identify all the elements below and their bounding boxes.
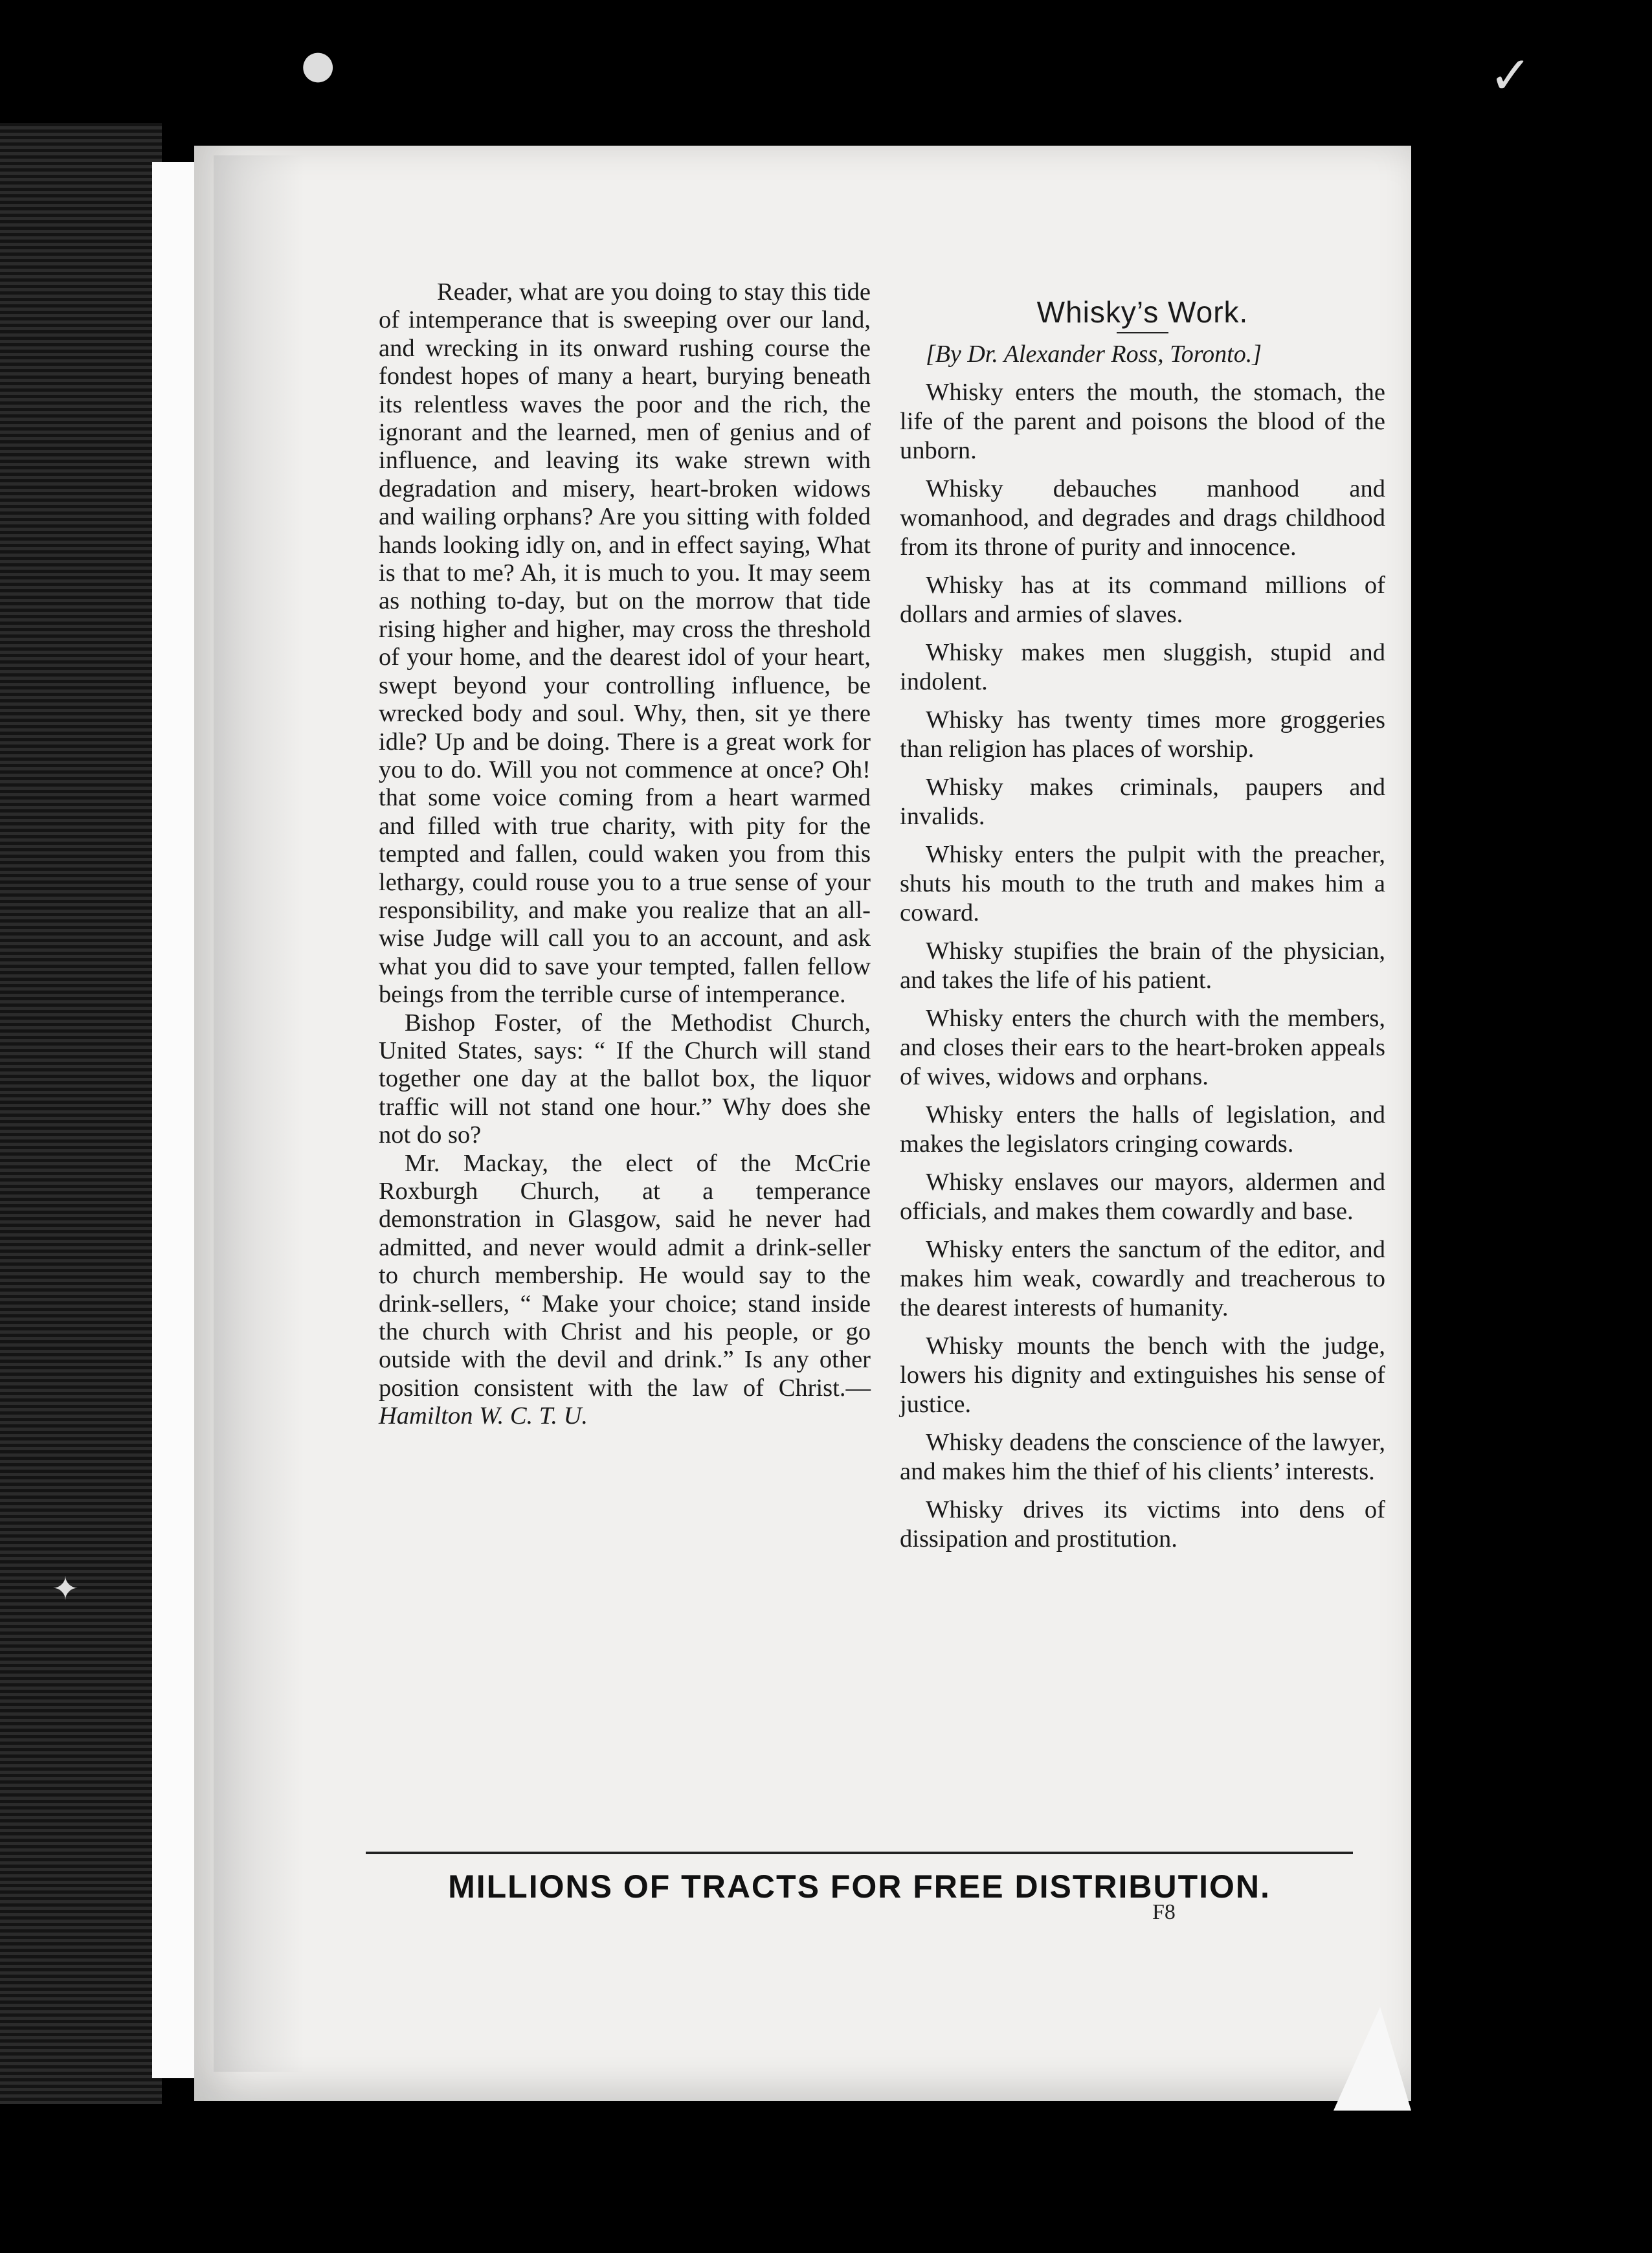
left-column bbox=[379, 278, 871, 1431]
article-heading: Whisky’s Work. bbox=[1036, 295, 1249, 329]
whisky-paragraph: Whisky deadens the conscience of the lawyer, and makes him the thief of his clients’ interests. bbox=[900, 1429, 1385, 1485]
paragraph-reader: Reader, what are you doing to stay this tide of intemperance that is sweeping over our land, and wrecking in its onward rushing course the fondest hopes of many a heart, burying beneath its relentless waves the poor and the rich, the ignorant and the learned, men of genius and of influence, and leaving its wake strewn with degradation and misery, heart-broken widows and wailing orphans? Are you sitting with folded hands looking idly on, and in effect saying, What is that to me? Ah, it is much to you. It may seem as nothing to-day, but on the morrow that tide rising higher and higher, may cross the threshold of your home, and the dearest idol of your heart, swept beyond your controlling influence, be wrecked body and soul. Why, then, sit ye there idle? Up and be doing. There is a great work for you to do. Will you not commence at once? Oh! that some voice coming from a heart warmed and filled with true charity, with pity for the tempted and fallen, could waken you from this lethargy, could rouse you to a true sense of your responsibility, and make you realize that an all-wise Judge will call you to an account, and ask what you did to save your tempted, fallen fellow beings from the terrible curse of intemperance. bbox=[379, 278, 871, 1009]
signature: Hamilton W. C. T. U. bbox=[379, 1402, 588, 1430]
whisky-paragraph: Whisky has at its command millions of dollars and armies of slaves. bbox=[900, 572, 1385, 628]
check-mark: ✓ bbox=[1489, 45, 1533, 106]
whisky-paragraph: Whisky enslaves our mayors, aldermen and officials, and makes them cowardly and base. bbox=[900, 1169, 1385, 1225]
whisky-paragraph: Whisky enters the mouth, the stomach, the life of the parent and poisons the blood of the unborn. bbox=[900, 379, 1385, 464]
right-column bbox=[900, 285, 1385, 1563]
speck-mark: ● bbox=[301, 42, 335, 87]
whisky-paragraph: Whisky drives its victims into dens of dissipation and prostitution. bbox=[900, 1496, 1385, 1552]
whisky-paragraph: Whisky makes men sluggish, stupid and indolent. bbox=[900, 639, 1385, 695]
whisky-paragraph: Whisky enters the halls of legislation, and makes the legislators cringing cowards. bbox=[900, 1101, 1385, 1158]
mackay-text: Mr. Mackay, the elect of the McCrie Roxburgh Church, at a temperance demonstration in Glasgow, said he never had admitted, and never would admit a drink-seller to church membership. He would say to the drink-sellers, “ Make your choice; stand inside the church with Christ and his people, or go outside with the devil and drink.” Is any other position consistent with the law of Christ.— bbox=[379, 1149, 871, 1402]
whisky-paragraph: Whisky mounts the bench with the judge, lowers his dignity and extinguishes his sense of justice. bbox=[900, 1332, 1385, 1418]
book-cover-edge bbox=[0, 123, 162, 2104]
page-fold-shadow bbox=[214, 155, 304, 2072]
byline: [By Dr. Alexander Ross, Toronto.] bbox=[926, 341, 1262, 368]
whisky-paragraph: Whisky enters the pulpit with the preacher, shuts his mouth to the truth and makes him a coward. bbox=[900, 841, 1385, 926]
whisky-paragraph: Whisky stupifies the brain of the physician, and takes the life of his patient. bbox=[900, 937, 1385, 994]
whisky-paragraph: Whisky debauches manhood and womanhood, and degrades and drags childhood from its throne of purity and innocence. bbox=[900, 475, 1385, 561]
speck-mark: ✦ bbox=[52, 1570, 79, 1608]
footer-banner: MILLIONS OF TRACTS FOR FREE DISTRIBUTION. bbox=[448, 1868, 1271, 1905]
whisky-paragraph: Whisky enters the church with the members, and closes their ears to the heart-broken appeals of wives, widows and orphans. bbox=[900, 1005, 1385, 1090]
heading-rule bbox=[1117, 332, 1168, 333]
whisky-paragraph: Whisky makes criminals, paupers and invalids. bbox=[900, 774, 1385, 830]
tract-code: F8 bbox=[1152, 1900, 1176, 1924]
whisky-paragraph: Whisky enters the sanctum of the editor, and makes him weak, cowardly and treacherous to the dearest interests of humanity. bbox=[900, 1236, 1385, 1321]
paragraph-bishop-foster: Bishop Foster, of the Methodist Church, United States, says: “ If the Church will stand together one day at the ballot box, the liquor traffic will not stand one hour.” Why does she not do so? bbox=[379, 1009, 871, 1149]
footer-rule bbox=[366, 1852, 1353, 1854]
paragraph-mr-mackay bbox=[379, 1150, 871, 1431]
whisky-paragraph: Whisky has twenty times more groggeries than religion has places of worship. bbox=[900, 706, 1385, 763]
